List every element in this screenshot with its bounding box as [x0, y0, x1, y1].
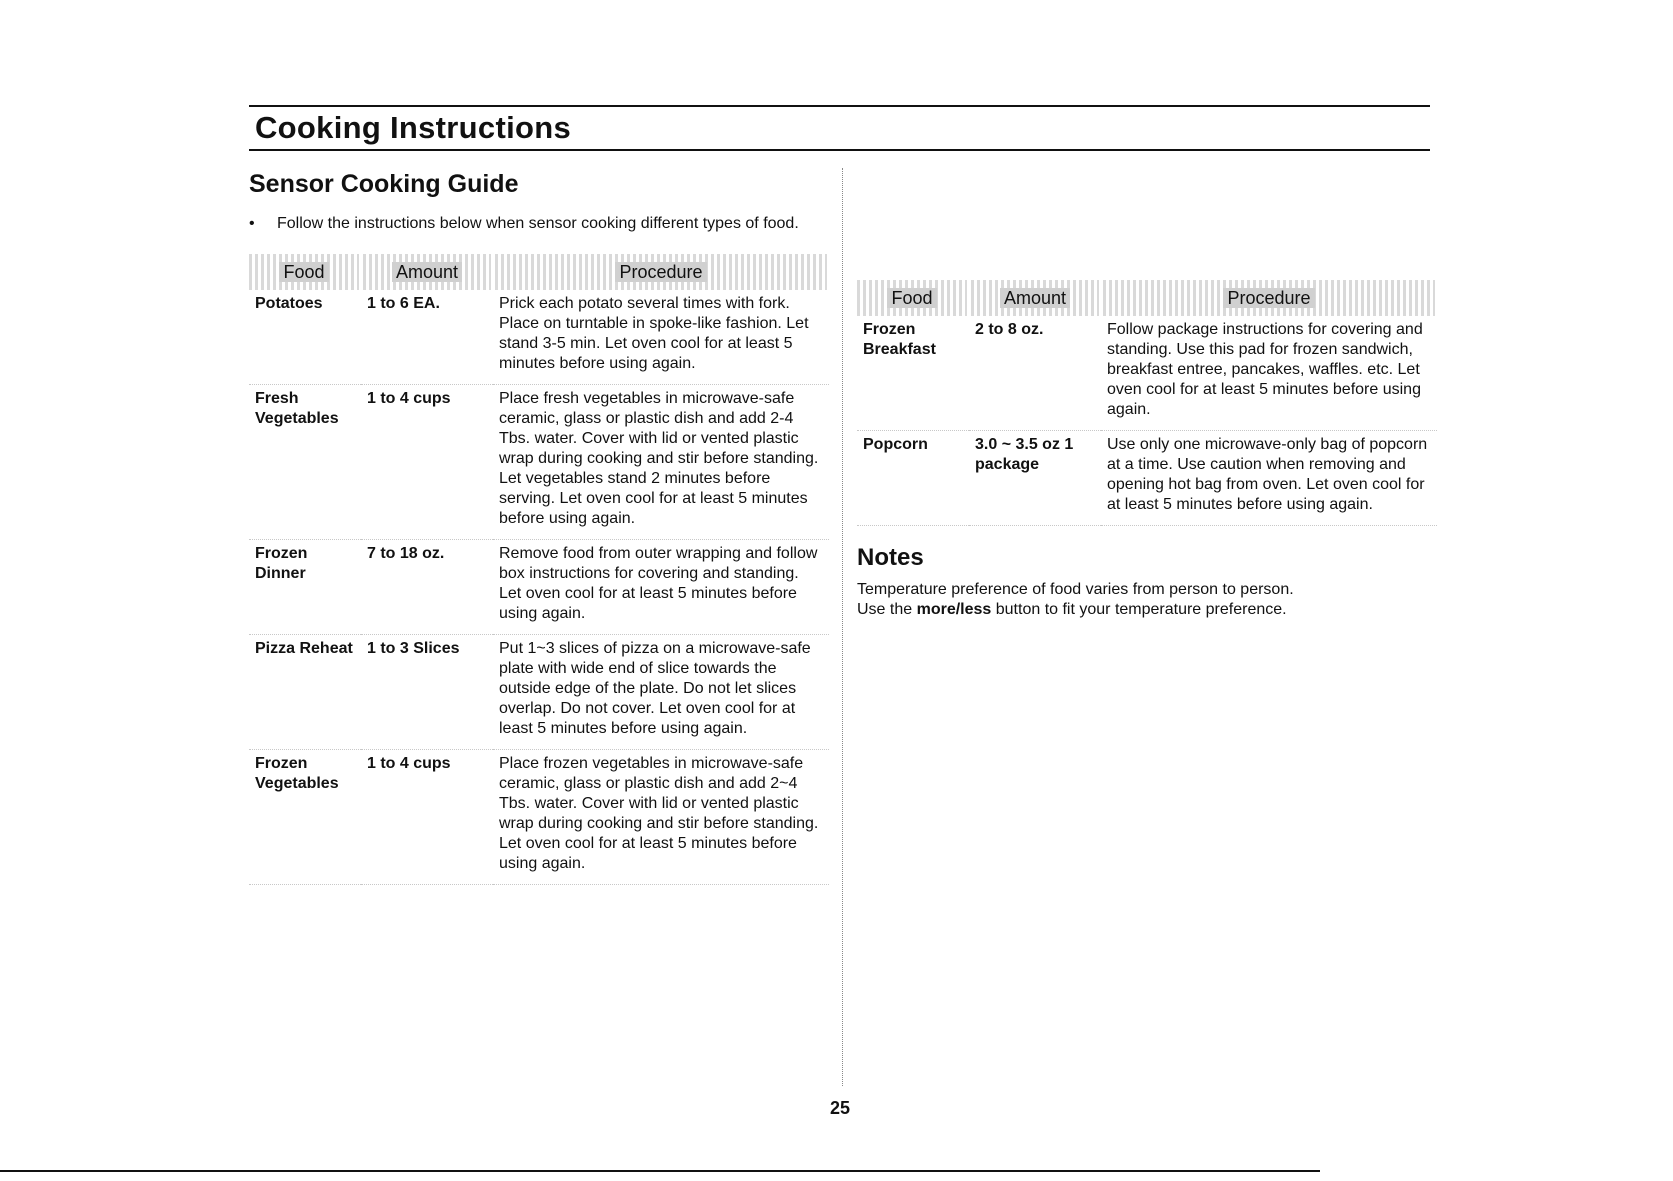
amount-cell: 1 to 4 cups [361, 385, 493, 540]
food-cell: Pizza Reheat [249, 635, 361, 750]
page-title: Cooking Instructions [255, 110, 571, 145]
procedure-cell: Follow package instructions for covering and standing. Use this pad for frozen sandwich, breakfast entree, pancakes, waffles. etc. Let oven cool for at least 5 minutes before using again. [1101, 316, 1437, 431]
more-less-label: more/less [916, 601, 992, 618]
food-cell: Frozen Breakfast [857, 316, 969, 431]
procedure-cell: Prick each potato several times with fork. Place on turntable in spoke-like fashion. Let stand 3-5 min. Let oven cool for at least 5 minutes before using again. [493, 290, 829, 385]
amount-cell: 1 to 4 cups [361, 750, 493, 885]
table-row [857, 431, 1437, 526]
amount-cell: 1 to 3 Slices [361, 635, 493, 750]
column-header-food: Food [249, 254, 361, 290]
column-header-food: Food [857, 280, 969, 316]
food-cell: Popcorn [857, 431, 969, 526]
notes-line-2: Use the more/less button to fit your temperature preference. [857, 601, 1287, 618]
table-row [249, 385, 829, 540]
food-cell: Frozen Vegetables [249, 750, 361, 885]
procedure-cell: Place fresh vegetables in microwave-safe ceramic, glass or plastic dish and add 2-4 Tbs. water. Cover with lid or vented plastic wrap during cooking and stir before standing. Let vegetables stand 2 minutes before serving. Let oven cool for at least 5 minutes before using again. [493, 385, 829, 540]
food-cell: Frozen Dinner [249, 540, 361, 635]
bullet-icon: • [249, 215, 255, 232]
sensor-guide-table-right [857, 280, 1439, 526]
table-header-row [249, 254, 829, 290]
table-row [249, 635, 829, 750]
amount-cell: 1 to 6 EA. [361, 290, 493, 385]
food-cell: Fresh Vegetables [249, 385, 361, 540]
procedure-cell: Place frozen vegetables in microwave-safe ceramic, glass or plastic dish and add 2~4 Tbs. water. Cover with lid or vented plastic wrap during cooking and stir before standing. Let oven cool for at least 5 minutes before using again. [493, 750, 829, 885]
page-header [249, 105, 1430, 151]
procedure-cell: Remove food from outer wrapping and follow box instructions for covering and standing. Let oven cool for at least 5 minutes before using again. [493, 540, 829, 635]
intro-bullet [249, 213, 837, 234]
column-divider [842, 168, 844, 1086]
left-column [249, 170, 829, 885]
procedure-cell: Put 1~3 slices of pizza on a microwave-safe plate with wide end of slice towards the outside edge of the plate. Do not let slices overlap. Do not cover. Let oven cool for at least 5 minutes before using again. [493, 635, 829, 750]
section-heading: Sensor Cooking Guide [249, 170, 519, 198]
intro-text: Follow the instructions below when sensor cooking different types of food. [277, 215, 799, 232]
table-row [857, 316, 1437, 431]
column-header-amount: Amount [969, 280, 1101, 316]
table-row [249, 750, 829, 885]
sensor-guide-table-left [249, 254, 831, 885]
column-header-amount: Amount [361, 254, 493, 290]
table-row [249, 540, 829, 635]
table-header-row [857, 280, 1437, 316]
amount-cell: 3.0 ~ 3.5 oz 1 package [969, 431, 1101, 526]
notes-line-1: Temperature preference of food varies from person to person. [857, 581, 1294, 598]
procedure-cell: Use only one microwave-only bag of popcorn at a time. Use caution when removing and opening hot bag from oven. Let oven cool for at least 5 minutes before using again. [1101, 431, 1437, 526]
right-column [857, 280, 1437, 620]
bottom-rule [0, 1170, 1320, 1172]
table-row [249, 290, 829, 385]
page-number: 25 [829, 1098, 851, 1118]
column-header-procedure: Procedure [493, 254, 829, 290]
amount-cell: 7 to 18 oz. [361, 540, 493, 635]
food-cell: Potatoes [249, 290, 361, 385]
column-header-procedure: Procedure [1101, 280, 1437, 316]
amount-cell: 2 to 8 oz. [969, 316, 1101, 431]
notes-heading: Notes [857, 544, 924, 571]
